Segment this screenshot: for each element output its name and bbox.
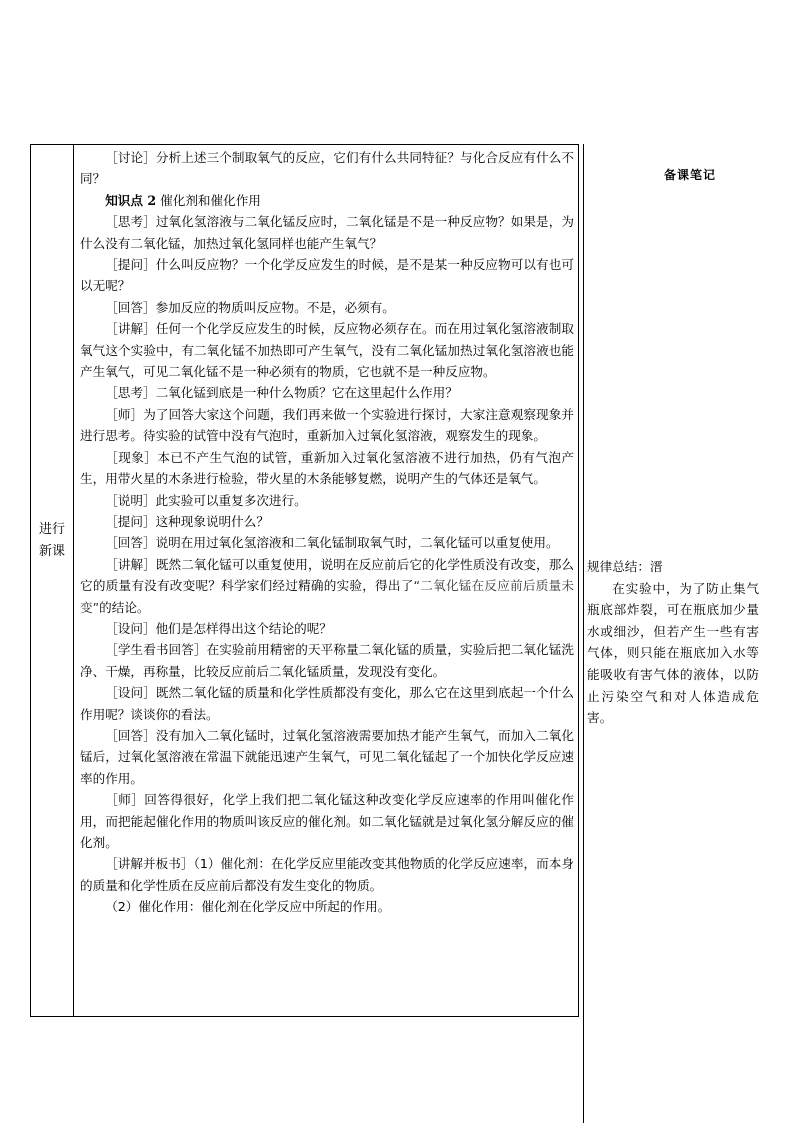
rule-summary-text: 在实验中，为了防止集气瓶底部炸裂，可在瓶底加少量水或细沙，但若产生一些有害气体，则只能在瓶底加入水等能吸收有害气体的液体，以防止污染空气和对人体造成危害。 (587, 580, 759, 726)
paragraph-question-1: ［提问］什么叫反应物？一个化学反应发生的时候，是不是某一种反应物可以有也可以无呢？ (80, 257, 574, 294)
rule-summary-title: 规律总结：溍 (587, 559, 663, 574)
paragraph-answer-3: ［回答］没有加入二氧化锰时，过氧化氢溶液需要加热才能产生氧气，而加入二氧化锰后，过氧化氢溶液在常温下就能迅速产生氧气，可见二氧化锰起了一个加快化学反应速率的作用。 (80, 727, 574, 786)
explain-2-text-a: ［讲解］既然二氧化锰可以重复使用，说明在反应前后它的化学性质没有改变，那么它的质量有没有改变呢？科学家们经过精确的实验，得出了 (80, 556, 574, 594)
table-border-bottom (30, 1016, 579, 1017)
paragraph-think-1: ［思考］过氧化氢溶液与二氧化锰反应时，二氧化锰是不是一种反应物？如果是，为什么没有二氧化锰，加热过氧化氢同样也能产生氧气？ (80, 214, 574, 251)
paragraph-board-2: （2）催化作用：催化剂在化学反应中所起的作用。 (105, 899, 391, 915)
explain-2-quote: “二氧化锰在反应前后质量未变” (80, 578, 574, 615)
notes-title: 备课笔记 (663, 168, 716, 182)
paragraph-note: ［说明］此实验可以重复多次进行。 (105, 492, 307, 508)
row-label-text: 进行 新课 (38, 522, 65, 559)
knowledge-point-label: 知识点 2 (105, 192, 157, 208)
paragraph-pose-2: ［设问］既然二氧化锰的质量和化学性质都没有变化，那么它在这里到底起一个什么作用呢？谈谈你的看法。 (80, 685, 574, 722)
paragraph-pose-1: ［设问］他们是怎样得出这个结论的呢？ (105, 620, 332, 636)
paragraph-explain-2 (80, 554, 574, 618)
paragraph-board-1: ［讲解并板书］（1）催化剂：在化学反应里能改变其他物质的化学反应速率，而本身的质量和化学性质在反应前后都没有发生变化的物质。 (80, 856, 574, 893)
paragraph-discussion: ［讨论］分析上述三个制取氧气的反应，它们有什么共同特征？与化合反应有什么不同？ (80, 150, 574, 187)
paragraph-explain-1: ［讲解］任何一个化学反应发生的时候，反应物必须存在。而在用过氧化氢溶液制取氧气这个实验中，有二氧化锰不加热即可产生氧气，没有二氧化锰加热过氧化氢溶液也能产生氧气，可见二氧化锰不是一种必须有的物质，它也就不是一种反应物。 (80, 321, 574, 380)
paragraph-teacher-2: ［师］回答得很好，化学上我们把二氧化锰这种改变化学反应速率的作用叫催化作用，而把能起催化作用的物质叫该反应的催化剂。如二氧化锰就是过氧化氢分解反应的催化剂。 (80, 792, 574, 850)
paragraph-teacher-1: ［师］为了回答大家这个问题，我们再来做一个实验进行探讨，大家注意观察现象并进行思考。待实验的试管中没有气泡时，重新加入过氧化氢溶液，观察发生的现象。 (80, 406, 574, 444)
paragraph-answer-1: ［回答］参加反应的物质叫反应物。不是，必须有。 (105, 299, 395, 315)
table-border-top (30, 144, 579, 145)
notes-body (587, 556, 759, 729)
paragraph-question-2: ［提问］这种现象说明什么？ (105, 513, 269, 529)
paragraph-student-answer: ［学生看书回答］在实验前用精密的天平称量二氧化锰的质量，实验后把二氧化锰洗净、干燥，再称量，比较反应前后二氧化锰质量，发现没有变化。 (80, 642, 574, 679)
explain-2-text-b: 的结论。 (99, 599, 150, 615)
table-column-divider (73, 144, 74, 1017)
table-border-left (30, 144, 31, 1017)
paragraph-think-2: ［思考］二氧化锰到底是一种什么物质？它在这里起什么作用？ (105, 385, 458, 401)
knowledge-point-title: 催化剂和催化作用 (156, 192, 261, 208)
row-label (31, 519, 73, 563)
knowledge-point-heading (80, 190, 574, 211)
paragraph-answer-2: ［回答］说明在用过氧化氢溶液和二氧化锰制取氧气时，二氧化锰可以重复使用。 (105, 535, 559, 551)
paragraph-phenomenon: ［现象］本已不产生气泡的试管，重新加入过氧化氢溶液不进行加热，仍有气泡产生，用带火星的木条进行检验，带火星的木条能够复燃，说明产生的气体还是氧气。 (80, 449, 574, 487)
lesson-content (80, 147, 574, 918)
table-border-right (578, 144, 579, 1017)
notes-column-rule (583, 144, 584, 1123)
